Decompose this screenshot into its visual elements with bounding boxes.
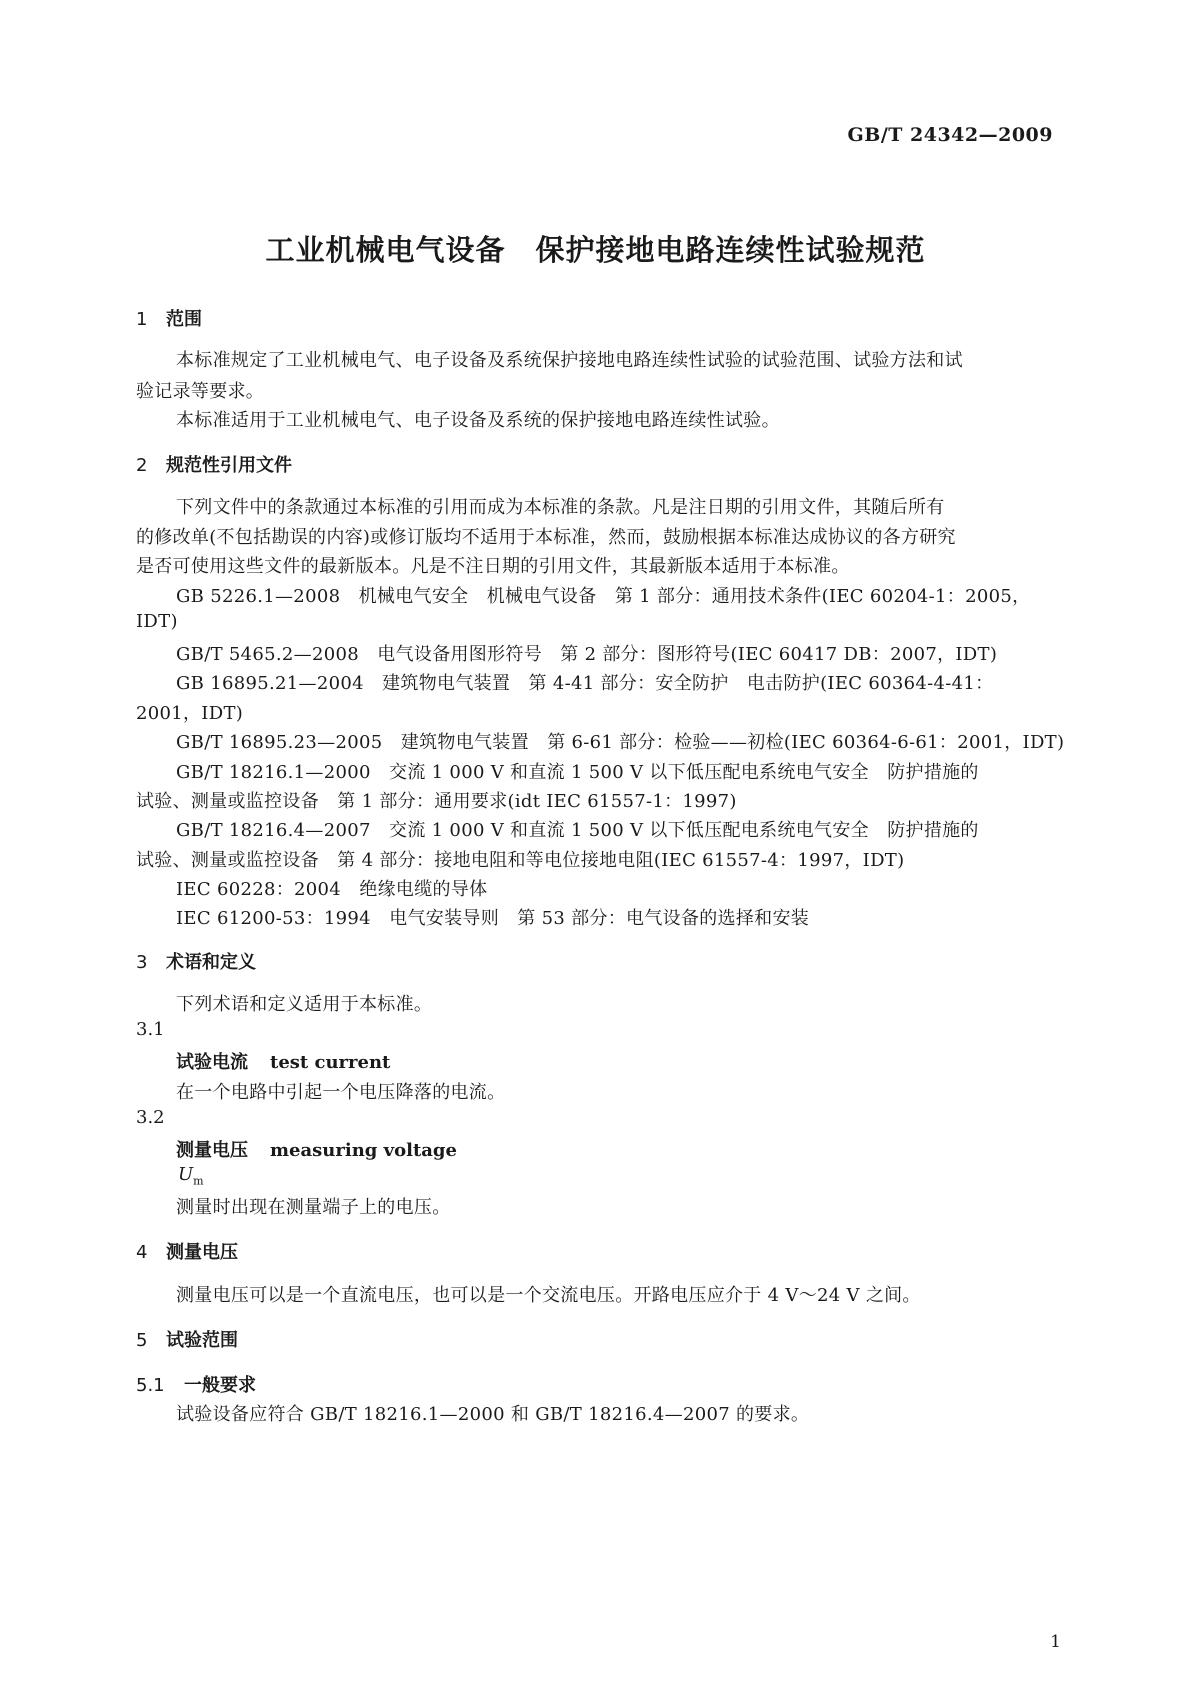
section-number: 2 (136, 455, 148, 476)
term-zh: 测量电压 (176, 1140, 248, 1161)
section-number: 4 (136, 1242, 148, 1263)
term-zh: 试验电流 (176, 1052, 248, 1073)
term-en: test current (270, 1052, 391, 1073)
subsection-title: 一般要求 (184, 1375, 256, 1396)
paragraph-line: 验记录等要求。 (136, 381, 265, 402)
section-2-heading (136, 451, 292, 477)
term-en: measuring voltage (270, 1140, 457, 1161)
reference-line: IDT) (136, 611, 178, 632)
paragraph-line: 是否可使用这些文件的最新版本。凡是不注日期的引用文件，其最新版本适用于本标准。 (136, 556, 850, 577)
subsection-number: 5.1 (136, 1375, 165, 1396)
reference-line: GB/T 18216.4—2007 交流 1 000 V 和直流 1 500 V 以下低压配电系统电气安全 防护措施的 (176, 820, 979, 841)
paragraph-line: 下列术语和定义适用于本标准。 (176, 994, 433, 1015)
reference-line: GB/T 16895.23—2005 建筑物电气装置 第 6-61 部分：检验——初检(IEC 60364-6-61：2001，IDT) (176, 732, 1065, 753)
term-number: 3.1 (136, 1019, 165, 1040)
page-number: 1 (1050, 1632, 1061, 1652)
section-title: 术语和定义 (166, 952, 256, 973)
reference-line: GB 5226.1—2008 机械电气安全 机械电气设备 第 1 部分：通用技术条件(IEC 60204-1：2005， (176, 586, 1031, 607)
section-1-heading (136, 305, 202, 331)
reference-line: IEC 60228：2004 绝缘电缆的导体 (176, 879, 488, 900)
reference-line: GB/T 18216.1—2000 交流 1 000 V 和直流 1 500 V 以下低压配电系统电气安全 防护措施的 (176, 762, 979, 783)
reference-line: 2001，IDT) (136, 703, 244, 724)
paragraph-line: 本标准适用于工业机械电气、电子设备及系统的保护接地电路连续性试验。 (176, 410, 780, 431)
reference-line: 试验、测量或监控设备 第 4 部分：接地电阻和等电位接地电阻(IEC 61557-4：1997，IDT) (136, 850, 905, 871)
paragraph-line: 本标准规定了工业机械电气、电子设备及系统保护接地电路连续性试验的试验范围、试验方法和试 (176, 350, 963, 371)
section-4-heading (136, 1238, 238, 1264)
reference-line: GB/T 5465.2—2008 电气设备用图形符号 第 2 部分：图形符号(IEC 60417 DB：2007，IDT) (176, 644, 998, 665)
symbol-subscript: m (193, 1174, 204, 1188)
paragraph-line: 下列文件中的条款通过本标准的引用而成为本标准的条款。凡是注日期的引用文件，其随后所有 (176, 497, 945, 518)
page-title: 工业机械电气设备 保护接地电路连续性试验规范 (265, 233, 926, 267)
reference-line: 试验、测量或监控设备 第 1 部分：通用要求(idt IEC 61557-1：1997) (136, 791, 737, 812)
term-heading (176, 1136, 457, 1162)
term-number: 3.2 (136, 1107, 165, 1128)
section-3-heading (136, 948, 256, 974)
section-number: 1 (136, 309, 148, 330)
section-title: 测量电压 (166, 1242, 238, 1263)
standard-code: GB/T 24342—2009 (847, 124, 1053, 146)
term-heading (176, 1048, 390, 1074)
section-number: 5 (136, 1330, 148, 1351)
section-5-heading (136, 1326, 238, 1352)
term-definition: 测量时出现在测量端子上的电压。 (176, 1197, 451, 1218)
section-title: 范围 (166, 309, 202, 330)
paragraph-line: 测量电压可以是一个直流电压，也可以是一个交流电压。开路电压应介于 4 V～24 V 之间。 (176, 1285, 921, 1306)
symbol-letter: U (178, 1164, 194, 1185)
term-symbol (178, 1164, 204, 1188)
section-title: 规范性引用文件 (166, 455, 292, 476)
reference-line: GB 16895.21—2004 建筑物电气装置 第 4-41 部分：安全防护 电击防护(IEC 60364-4-41： (176, 673, 994, 694)
paragraph-line: 试验设备应符合 GB/T 18216.1—2000 和 GB/T 18216.4—2007 的要求。 (176, 1404, 810, 1425)
reference-line: IEC 61200-53：1994 电气安装导则 第 53 部分：电气设备的选择和安装 (176, 908, 810, 929)
subsection-5-1-heading (136, 1371, 256, 1397)
term-definition: 在一个电路中引起一个电压降落的电流。 (176, 1082, 506, 1103)
section-number: 3 (136, 952, 148, 973)
section-title: 试验范围 (166, 1330, 238, 1351)
paragraph-line: 的修改单(不包括勘误的内容)或修订版均不适用于本标准，然而，鼓励根据本标准达成协议的各方研究 (136, 527, 956, 548)
